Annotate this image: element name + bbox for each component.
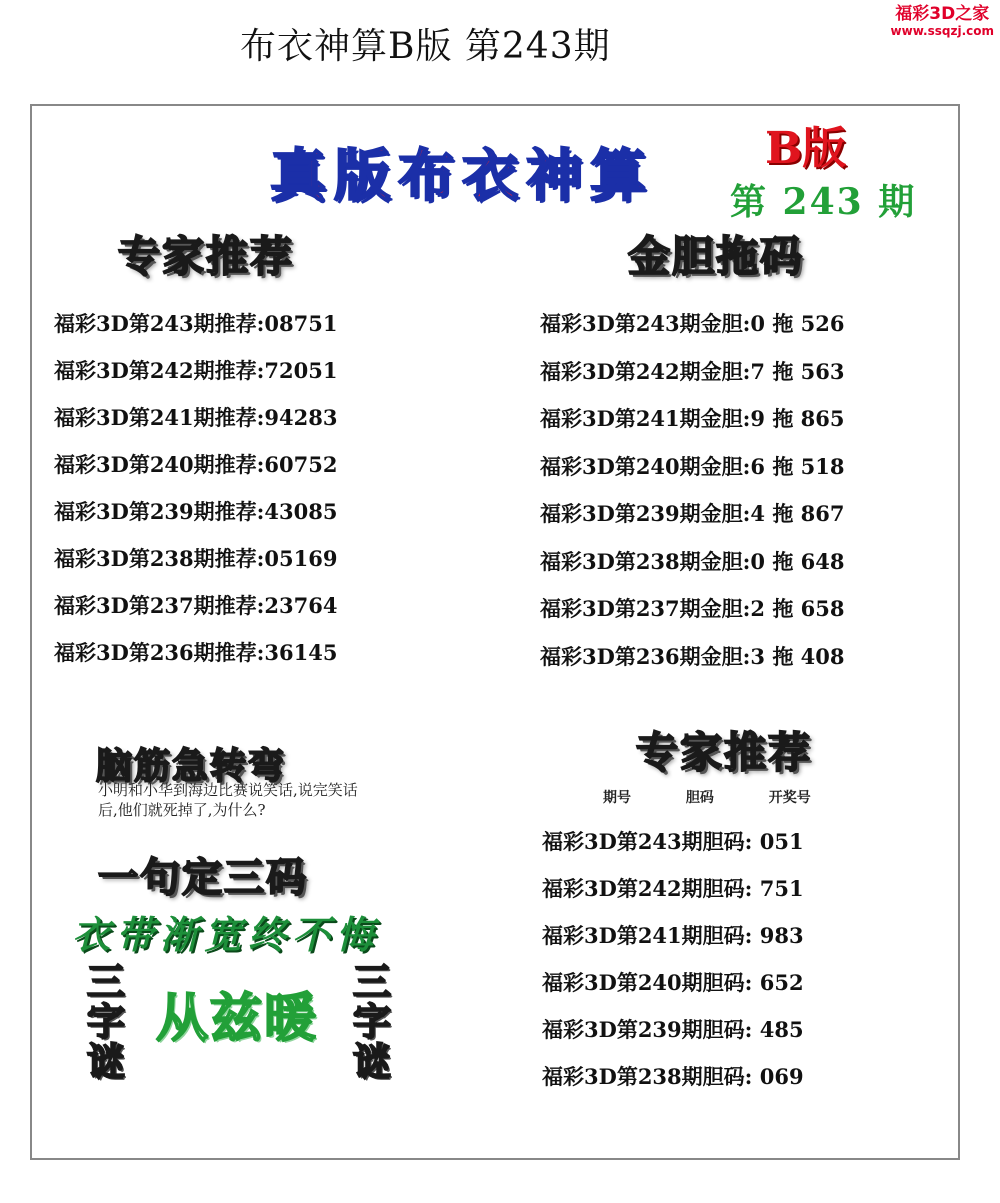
list-item: 福彩3D第238期金胆:0 拖 648	[540, 548, 845, 574]
riddle-label-right: 三字谜	[352, 960, 391, 1084]
riddle-text: 小明和小华到海边比赛说笑话,说完笑话后,他们就死掉了,为什么?	[98, 781, 358, 819]
list-item: 福彩3D第242期胆码: 751	[542, 876, 804, 901]
list-item: 福彩3D第243期胆码: 051	[542, 829, 804, 854]
list-item: 福彩3D第242期金胆:7 拖 563	[540, 358, 845, 384]
list-item: 福彩3D第238期推荐:05169	[54, 546, 338, 571]
column-header-dan: 胆码	[685, 790, 714, 806]
list-item: 福彩3D第241期推荐:94283	[54, 405, 338, 430]
list-item: 福彩3D第238期胆码: 069	[542, 1064, 804, 1089]
list-item: 福彩3D第243期金胆:0 拖 526	[540, 311, 845, 336]
edition-label: B版	[765, 123, 847, 174]
list-item: 福彩3D第240期推荐:60752	[54, 452, 338, 477]
list-item: 福彩3D第237期推荐:23764	[54, 593, 338, 618]
section-heading-gold-drag: 金胆拖码	[628, 232, 805, 281]
list-item: 福彩3D第240期金胆:6 拖 518	[540, 453, 845, 479]
riddle-label-left: 三字谜	[86, 960, 125, 1084]
list-item: 福彩3D第241期金胆:9 拖 865	[540, 406, 845, 431]
list-item: 福彩3D第239期推荐:43085	[54, 499, 338, 524]
list-item: 福彩3D第237期金胆:2 拖 658	[540, 596, 845, 621]
section-heading-one-sentence: 一句定三码	[98, 855, 308, 901]
column-header-draw: 开奖号	[768, 790, 811, 806]
riddle-phrase: 衣带渐宽终不悔	[72, 913, 381, 957]
list-item: 福彩3D第240期胆码: 652	[542, 970, 804, 995]
list-item: 福彩3D第242期推荐:72051	[54, 358, 338, 383]
gold-drag-list	[540, 308, 844, 688]
dan-code-list	[542, 826, 804, 1108]
issue-badge: 第 243 期	[730, 181, 917, 223]
watermark-brand: 福彩3D之家	[895, 4, 990, 24]
list-item: 福彩3D第241期胆码: 983	[542, 923, 804, 948]
list-item: 福彩3D第239期金胆:4 拖 867	[540, 501, 845, 526]
list-item: 福彩3D第239期胆码: 485	[542, 1017, 804, 1042]
site-watermark	[891, 4, 994, 38]
recommend-list	[54, 308, 337, 684]
section-heading-expert-left: 专家推荐	[118, 232, 295, 281]
page-title: 布衣神算B版 第243期	[240, 26, 611, 67]
riddle-answer: 从兹暖	[156, 989, 319, 1049]
section-heading-expert-right: 专家推荐	[636, 728, 813, 777]
list-item: 福彩3D第243期推荐:08751	[54, 311, 338, 336]
watermark-url: www.ssqzj.com	[890, 24, 994, 38]
column-headers	[603, 787, 811, 807]
list-item: 福彩3D第236期推荐:36145	[54, 640, 338, 665]
section-heading-brain-teaser: 脑筋急转弯	[96, 746, 287, 787]
headline: 真版布衣神算	[270, 144, 654, 209]
column-header-issue: 期号	[603, 790, 631, 806]
list-item: 福彩3D第236期金胆:3 拖 408	[540, 643, 845, 669]
